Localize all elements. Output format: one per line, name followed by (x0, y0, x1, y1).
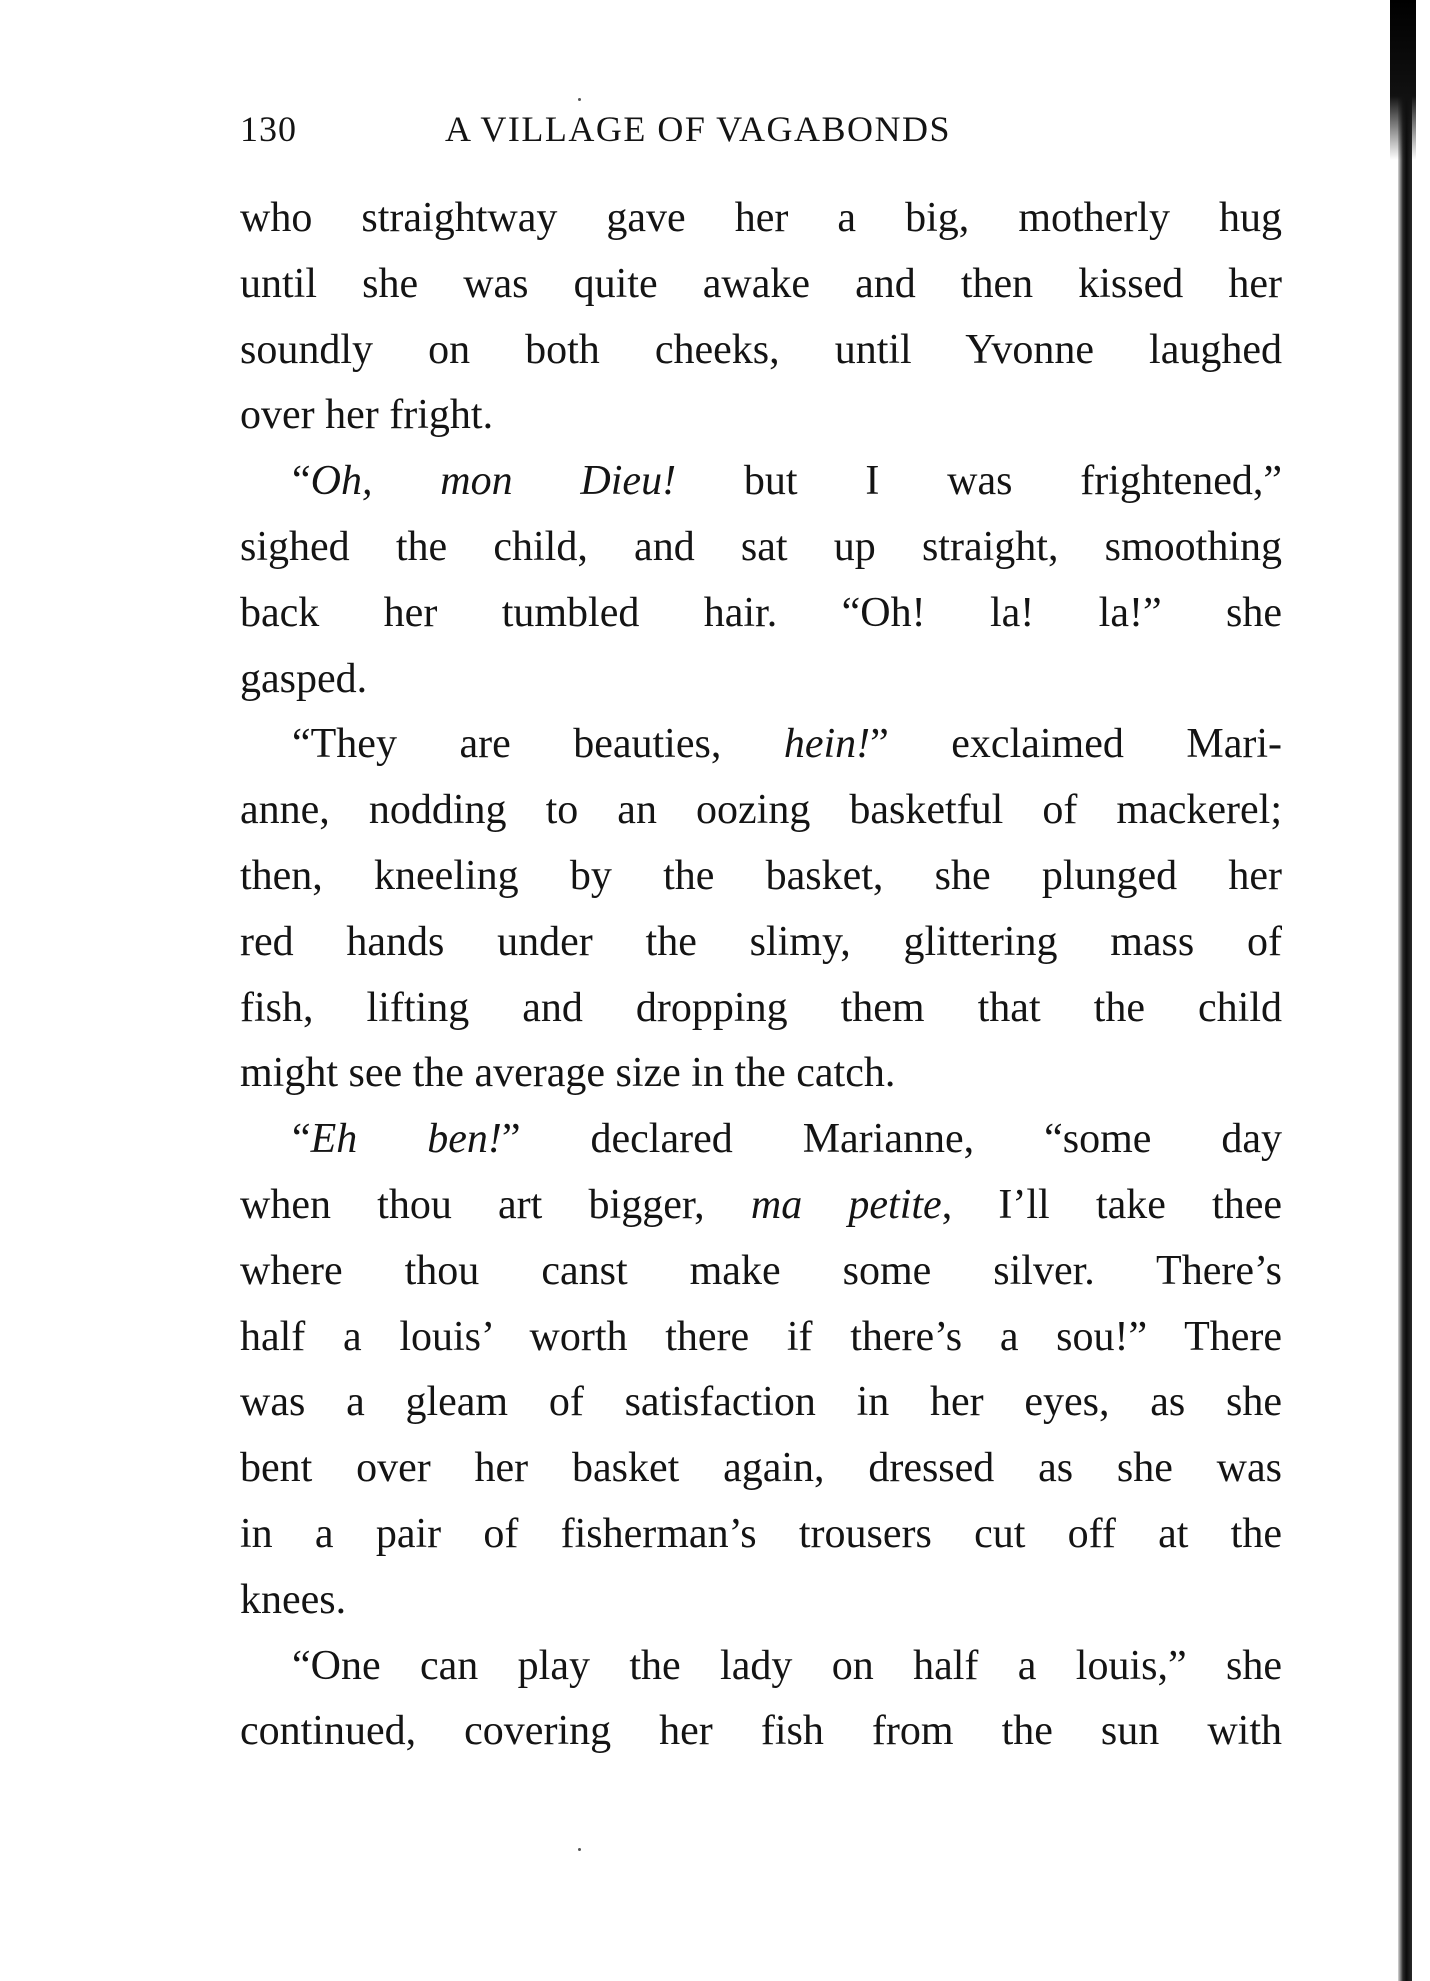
text-segment: soundly on both cheeks, until Yvonne laughed (240, 326, 1282, 373)
text-segment: who straightway gave her a big, motherly hug (240, 195, 1282, 241)
text-line (240, 910, 1282, 976)
binding-edge (1398, 0, 1412, 1981)
text-segment: , I’ll take thee (941, 1181, 1282, 1228)
text-line (240, 1173, 1282, 1239)
text-segment: “ (292, 1116, 311, 1163)
text-line (240, 1634, 1282, 1700)
text-segment: over her fright. (240, 392, 494, 439)
text-line (240, 976, 1282, 1042)
text-line (240, 252, 1282, 318)
italic-text: ma petite (750, 1181, 942, 1228)
text-line (240, 383, 1282, 449)
body-text (240, 186, 1282, 1765)
text-segment: was a gleam of satisfaction in her eyes, as she (240, 1379, 1282, 1426)
text-line (240, 712, 1282, 778)
text-segment: back her tumbled hair. “Oh! la! la!” she (240, 589, 1282, 636)
text-segment: “They are beauties, (292, 721, 784, 768)
text-segment: ” declared Marianne, “some day (501, 1116, 1282, 1163)
text-segment: anne, nodding to an oozing basketful of mackerel; (240, 787, 1282, 834)
text-segment: might see the average size in the catch. (240, 1050, 896, 1097)
text-segment: “One can play the lady on half a louis,” she (292, 1642, 1282, 1689)
text-line (240, 449, 1282, 515)
text-segment: gasped. (240, 655, 368, 702)
text-line (240, 1305, 1282, 1371)
text-line (240, 778, 1282, 844)
running-header (240, 108, 1100, 158)
text-segment: when thou art bigger, (240, 1181, 751, 1228)
text-segment: continued, covering her fish from the sun with (240, 1708, 1282, 1755)
text-line (240, 1568, 1282, 1634)
text-line (240, 515, 1282, 581)
text-line (240, 1370, 1282, 1436)
print-speck (578, 1848, 581, 1851)
text-segment: where thou canst make some silver. There’s (240, 1247, 1282, 1294)
italic-text: hein! (783, 721, 871, 768)
text-segment: “ (292, 458, 311, 505)
text-segment: then, kneeling by the basket, she plunged her (240, 852, 1282, 899)
text-segment: bent over her basket again, dressed as she was (240, 1445, 1282, 1492)
italic-text: Eh ben! (310, 1116, 502, 1163)
text-segment: red hands under the slimy, glittering mass of (240, 918, 1282, 965)
text-line (240, 1436, 1282, 1502)
text-line (240, 1699, 1282, 1765)
text-segment: in a pair of fisherman’s trousers cut off at the (240, 1510, 1282, 1557)
running-title: A VILLAGE OF VAGABONDS (445, 109, 952, 149)
binding-shadow (1390, 0, 1416, 160)
text-segment: knees. (240, 1576, 347, 1623)
text-segment: until she was quite awake and then kissed her (240, 260, 1282, 307)
text-segment: ” exclaimed Mari- (870, 721, 1282, 768)
text-line (240, 1107, 1282, 1173)
text-line (240, 647, 1282, 713)
text-line (240, 186, 1282, 252)
text-segment: sighed the child, and sat up straight, smoothing (240, 523, 1282, 570)
text-line (240, 844, 1282, 910)
text-line (240, 581, 1282, 647)
text-segment: half a louis’ worth there if there’s a sou!” There (240, 1313, 1282, 1360)
text-line (240, 1502, 1282, 1568)
page-number: 130 (240, 109, 297, 149)
text-segment: but I was frightened,” (676, 458, 1282, 505)
print-speck (578, 98, 581, 101)
text-line (240, 318, 1282, 384)
italic-text: Oh, mon Dieu! (310, 458, 677, 505)
text-line (240, 1041, 1282, 1107)
text-line (240, 1239, 1282, 1305)
text-segment: fish, lifting and dropping them that the child (240, 984, 1282, 1031)
